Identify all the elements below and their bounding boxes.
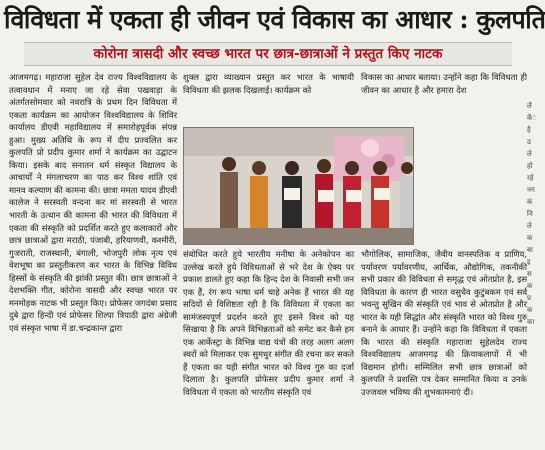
column-2-bottom-text: संबोधित करते हुये भारतीय मनीषा के अनेकोपन का उल्लेख करते हुये विविधताओं से भरे देश के ऐक्य पर प्रकाश डालते हुए कहा कि हिन्द देश के निवासी सभी जन एक हैं, रंग रूप भाषा धर्म चाहे अनेक हैं भारत की यह सदियों से विशिष्टता रही है कि विविधता में एकता का सामंजस्यपूर्ण प्रदर्शन करते हुए इसने विश्व को यह सिखाया है कि अपने विभिन्नताओं को समेट कर कैसे हम एक आर्केस्ट्रा के विभिन्न वाद्य यंत्रों की तरह अलग अलग स्वरों को मिलाकर एक सुमधुर संगीत की रचना कर सकते हैं एकता का यही संगीत भारत को विश्व गुरु का दर्जा दिलाता है। कुलपति प्रोफेसर प्रदीप कुमार शर्मा ने विविधता में एकता को भारतीय संस्कृति एवं [183,249,354,398]
headline: विविधता में एकता ही जीवन एवं विकास का आधार : कुलपति [4,5,545,34]
event-photo [183,127,414,245]
article-column-2-bottom [183,248,354,448]
column-2-top-text: शुक्ल द्वारा व्याख्यान प्रस्तुत कर भारत के भाषायी विविधता की झलक दिखलाई। कार्यक्रम को [183,72,354,95]
article-column-2-top [183,71,354,123]
column-3-top-text: विकास का आधार बताया। उन्होंने कहा कि विविधता ही जीवन का आधार है और हमारा देश [361,72,527,95]
subheadline: कोरोना त्रासदी और स्वच्छ भारत पर छात्र-छात्राओं ने प्रस्तुत किए नाटक [24,42,512,66]
article-column-3-bottom [361,248,527,448]
adjacent-column-fragment: लेंं केंंं है उ ले हो रहे नग कं नि ले क बा इस क प्र क का [527,102,537,326]
column-1-text: आजमगढ़। महाराजा सुहेल देव राज्य विश्वविद्यालय के तत्वावधान में मनाए जा रहे सेवा पखवाड़ा के अंतर्गतसोमवार को नवरात्रि के प्रथम दिन विविधता में एकता कार्यक्रम का आयोजन विश्वविद्यालय के शिविर कार्यालय डीएवी महाविद्यालय में समारोहपूर्वक संपन्न हुआ। मुख्य अतिथि के रूप में दीप प्रज्वलित कर कुलपति प्रो प्रदीप कुमार शर्मा ने कार्यक्रम का उद्घाटन किया। इसके बाद सनातन धर्म संस्कृत विद्यालय के आचार्यों ने मंगलाचरण का पाठ कर विश्व शांति एवं मानव कल्याण की कामना की। छात्रा ममता यादव डीएवी कालेज ने सरस्वती वन्दना कर मां सरस्वती से भारत भारती के उत्थान की कामना की भारत की विविधता में एकता की संस्कृति को प्रदर्शित करते हुए कलाकारों और छात्र छात्राओं द्वारा मराठी, पंजाबी, हरियाणवी, कश्मीरी, गुजराती, राजस्थानी, बंगाली, भोजपुरी लोक नृत्य एवं वेशभूषा का प्रस्तुतीकरण कर भारत के विभिन्न विविध हिस्सों के संस्कृति की झांकी प्रस्तुत की। छात्र छात्राओं ने देशभक्ति गीत, कोरोना त्रासदी और स्वच्छ भारत पर मनमोहक नाटक भी प्रस्तुत किए। प्रोफेसर जगदंबा प्रसाद दुबे द्वारा हिन्दी एवं प्रोफेसर शिल्पा त्रिपाठी द्वारा अंग्रेजी एवं संस्कृत भाषा में डा.चन्द्रकान्त द्वारा [9,72,177,333]
column-3-bottom-text: भौगोलिक, सामाजिक, जैवीय वानस्पतिक व प्राणिय, पर्यावरण पर्यावरणीय, आर्थिक, औद्योगिक, तकनीकी सभी प्रकार की विविधता से समृद्ध एवं ओतप्रोत है, इस विविधता के कारण ही भारत वसुधैव कुटुंबकम एवं सर्व भवन्तु सुखिन की संस्कृति एवं भाव से ओतप्रोत है और भारत के यही सिद्धांत और संस्कृति भारत को विश्व गुरु बनाने के आधार हैं। उन्होंने कहा कि विविधता में एकता कि भारत की संस्कृति महाराजा सुहेलदेव राज्य विश्वविद्यालय आजमगढ़ की क्रियाकलापों में भी विद्यमान होगी। सम्मिलित सभी छात्र छात्राओं को कुलपति ने प्रशस्ति पत्र देकर सम्मानित किया व उनके उज्जवल भविष्य की शुभकामनाएं दी। [361,249,527,398]
event-photo-image [184,128,413,244]
article-column-3-top [361,71,527,123]
article-column-1 [9,71,177,448]
